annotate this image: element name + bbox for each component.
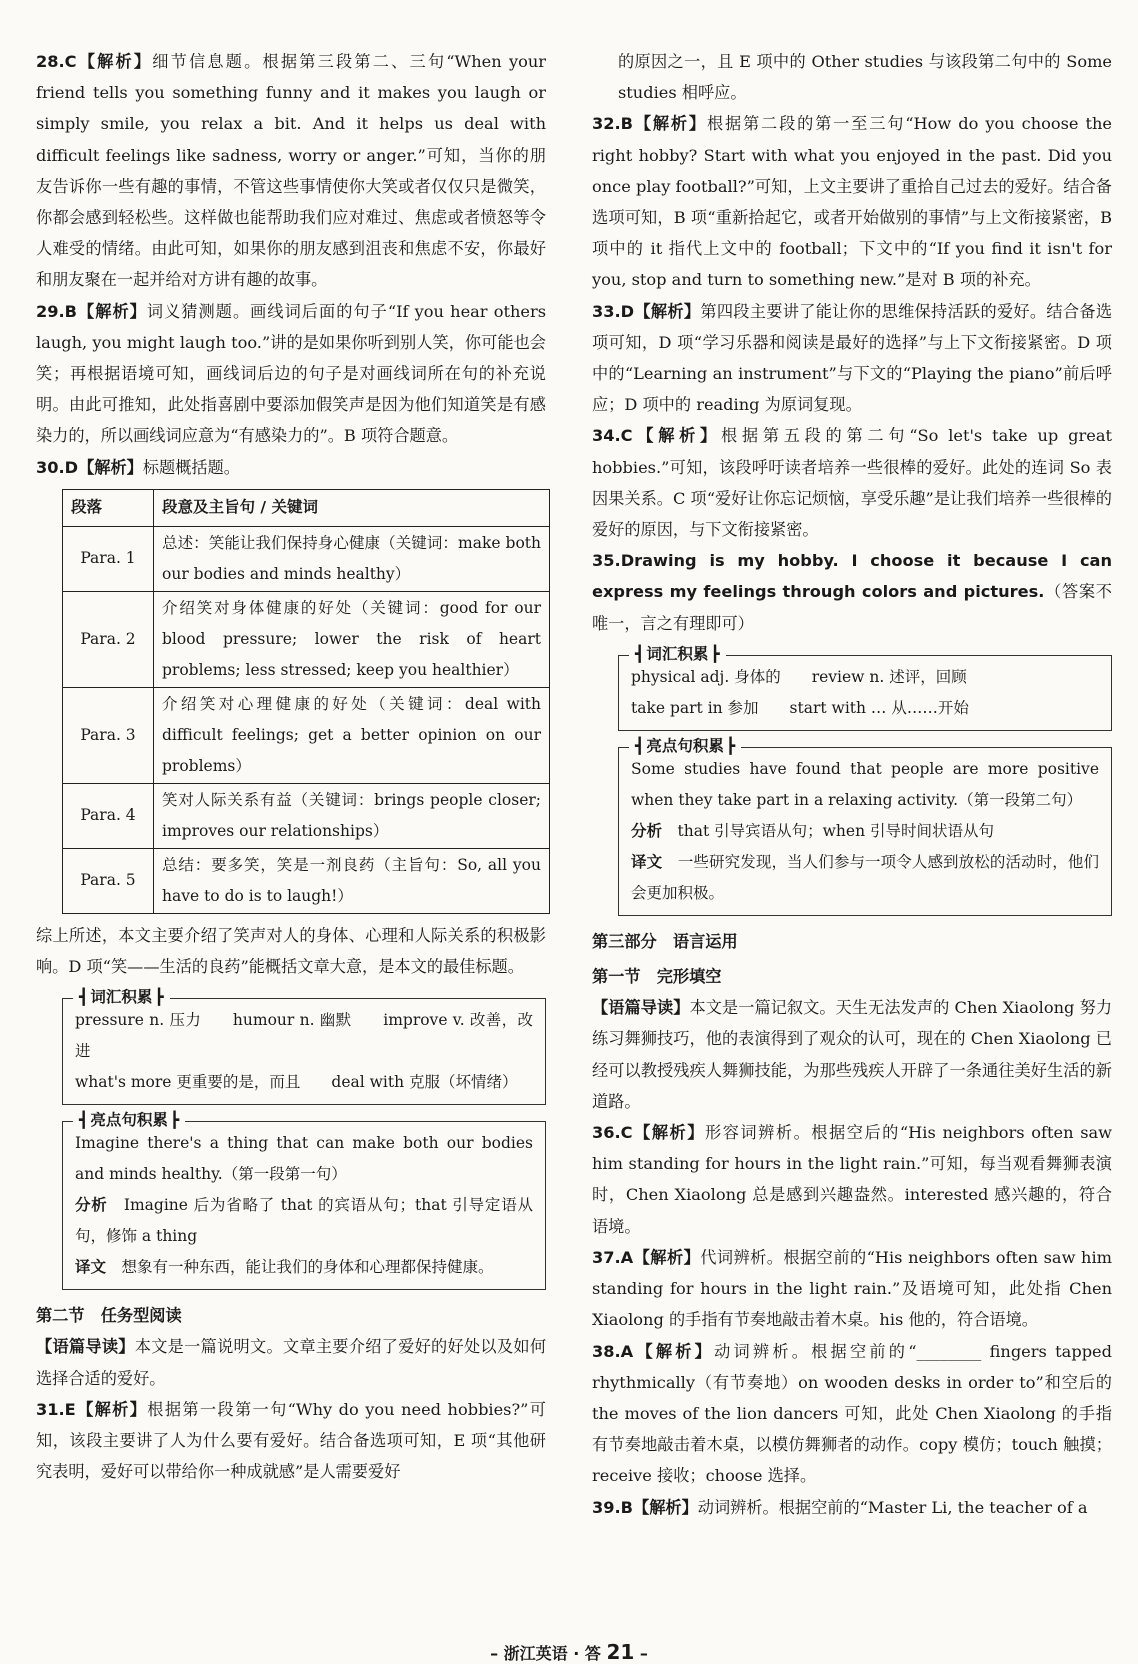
- table-row: [63, 783, 550, 848]
- analysis-text: that 引导宾语从句；when 引导时间状语从句: [677, 821, 994, 840]
- left-column: [36, 46, 546, 1487]
- vocab-line: what's more 更重要的是，而且 deal with 克服（坏情绪）: [75, 1073, 518, 1092]
- table-header-keywords: 段意及主旨句 / 关键词: [154, 489, 550, 526]
- q28: [36, 46, 546, 296]
- vocab-line: physical adj. 身体的 review n. 述评，回顾: [631, 667, 967, 686]
- q38: [592, 1336, 1112, 1492]
- guide-text: 本文是一篇说明文。文章主要介绍了爱好的好处以及如何选择合适的爱好。: [36, 1337, 547, 1388]
- q38-number: 38.A: [592, 1341, 634, 1361]
- q34-number: 34.C: [592, 426, 633, 446]
- q35: [592, 545, 1112, 639]
- q38-tag: 【解析】: [633, 1341, 715, 1361]
- q39: [592, 1492, 1112, 1523]
- analysis-label: 分析: [75, 1196, 108, 1215]
- table-cell-para: Para. 3: [63, 687, 154, 783]
- table-row: [63, 848, 550, 913]
- analysis-text: Imagine 后为省略了 that 的宾语从句；that 引导定语从句，修饰 a thing: [75, 1196, 533, 1246]
- q28-tag: 【解析】: [76, 52, 153, 71]
- q39-text: 动词辨析。根据空前的“Master Li, the teacher of a: [697, 1497, 1088, 1517]
- vocab-line: pressure n. 压力 humour n. 幽默 improve v. 改善，改进: [75, 1011, 533, 1061]
- q35-answer: Drawing is my hobby. I choose it because I can express my feelings through colors and pictures.: [592, 551, 1112, 602]
- q33-text: 第四段主要讲了能让你的思维保持活跃的爱好。结合备选项可知，D 项“学习乐器和阅读是最好的选择”与上下文衔接紧密。D 项中的“Learning an instrument”与下文的“Playing the piano”前后呼应；D 项中的 reading 为原词复现。: [592, 301, 1113, 415]
- table-row: [63, 526, 550, 591]
- highlight-box-left: [62, 1111, 546, 1290]
- analysis-label: 分析: [631, 821, 663, 840]
- right-column: [592, 46, 1112, 1523]
- q30-text: 标题概括题。: [142, 457, 240, 477]
- q38-text: 动词辨析。根据空前的“________ fingers tapped rhythmically（有节奏地）on wooden desks in order to”和空后的 the moves of the lion dancers 可知，此处 Chen Xiaolong 的手指有节奏地敲击着木桌，以模仿舞狮者的动作。copy 模仿；touch 触摸；receive 接收；choose 选择。: [592, 1341, 1112, 1486]
- part-heading: 第三部分 语言运用: [592, 931, 738, 951]
- q29-tag: 【解析】: [77, 301, 147, 321]
- highlight-analysis: [75, 1190, 533, 1252]
- highlight-box-title: ┫ 亮点句积累 ┣: [73, 1109, 185, 1131]
- vocab-box-right: [618, 644, 1112, 731]
- q37-number: 37.A: [592, 1247, 634, 1267]
- q31-continued: 的原因之一，且 E 项中的 Other studies 与该段第二句中的 Some studies 相呼应。: [618, 52, 1112, 103]
- section-heading: 第二节 任务型阅读: [36, 1306, 182, 1326]
- q39-number: 39.B: [592, 1497, 634, 1517]
- q30: [36, 452, 546, 483]
- section-heading: 第一节 完形填空: [592, 967, 722, 987]
- footer-suffix: –: [639, 1644, 648, 1663]
- q30-tag: 【解析】: [78, 457, 143, 477]
- table-row: [63, 591, 550, 687]
- translation-label: 译文: [631, 852, 663, 871]
- vocab-box-left: [62, 988, 546, 1105]
- table-header-row: [63, 489, 550, 526]
- highlight-translation: [631, 847, 1099, 909]
- table-cell-content: 笑对人际关系有益（关键词：brings people closer; improves our relationships）: [154, 783, 550, 848]
- highlight-sentence: Imagine there's a thing that can make both our bodies and minds healthy.（第一段第一句）: [75, 1134, 533, 1184]
- q35-number: 35.: [592, 551, 621, 571]
- q36: [592, 1117, 1112, 1242]
- q28-number: 28.C: [36, 52, 77, 71]
- q31-number: 31.E: [36, 1399, 76, 1419]
- q34: [592, 420, 1112, 545]
- vocab-box-title: ┫ 词汇积累 ┣: [629, 643, 726, 665]
- table-cell-para: Para. 5: [63, 848, 154, 913]
- footer-prefix: – 浙江英语 · 答: [490, 1644, 601, 1663]
- q32: [592, 108, 1112, 295]
- q29: [36, 296, 546, 452]
- q32-text: 根据第二段的第一至三句“How do you choose the right hobby? Start with what you enjoyed in the past. Did you once play football?”可知，上文主要讲了重拾自己过去的爱好。结合备选项可知，B 项“重新拾起它，或者开始做别的事情”与上文衔接紧密，B 项中的 it 指代上文中的 football；下文中的“If you find it isn't for you, stop and turn to something new.”是对 B 项的补充。: [592, 114, 1112, 290]
- vocab-line: take part in 参加 start with … 从……开始: [631, 698, 969, 717]
- q37-tag: 【解析】: [633, 1247, 701, 1267]
- q29-number: 29.B: [36, 301, 78, 321]
- q31-text: 根据第一段第一句“Why do you need hobbies?”可知，该段主要讲了人为什么要有爱好。结合备选项可知，E 项“其他研究表明，爱好可以带给你一种成就感”是人需要爱好: [36, 1399, 546, 1482]
- table-cell-content: 介绍笑对心理健康的好处（关键词：deal with difficult feelings; get a better opinion on our problems）: [154, 687, 550, 783]
- highlight-translation: [75, 1252, 533, 1283]
- q29-text: 词义猜测题。画线词后面的句子“If you hear others laugh, you might laugh too.”讲的是如果你听到别人笑，你可能也会笑；再根据语境可知，画线词后边的句子是对画线词所在句的补充说明。由此可推知，此处指喜剧中要添加假笑声是因为他们知道笑是有感染力的，所以画线词应意为“有感染力的”。B 项符合题意。: [36, 301, 547, 446]
- q36-text: 形容词辨析。根据空后的“His neighbors often saw him standing for hours in the light rain.”可知，每当观看舞狮表演时，Chen Xiaolong 总是感到兴趣盎然。interested 感兴趣的，符合语境。: [592, 1123, 1113, 1236]
- translation-text: 一些研究发现，当人们参与一项令人感到放松的活动时，他们会更加积极。: [631, 852, 1099, 902]
- q37: [592, 1242, 1112, 1336]
- page-footer: [0, 1640, 1138, 1664]
- table-cell-para: Para. 2: [63, 591, 154, 687]
- passage-guide: [592, 992, 1112, 1117]
- table-cell-content: 总述：笑能让我们保持身心健康（关键词：make both our bodies and minds healthy）: [154, 526, 550, 591]
- vocab-box-title: ┫ 词汇积累 ┣: [73, 986, 170, 1008]
- q32-tag: 【解析】: [633, 114, 707, 134]
- translation-text: 想象有一种东西，能让我们的身体和心理都保持健康。: [121, 1258, 494, 1277]
- q28-text: 细节信息题。根据第三段第二、三句“When your friend tells you something funny and it makes you laugh or simply smile, you relax a bit. And it helps us deal with difficult feelings like sadness, worry or anger.”可知，当你的朋友告诉你一些有趣的事情，不管这些事情使你大笑或者仅仅只是微笑，你都会感到轻松些。这样做也能帮助我们应对难过、焦虑或者愤怒等令人难受的情绪。由此可知，如果你的朋友感到沮丧和焦虑不安，你最好和朋友聚在一起并给对方讲有趣的故事。: [36, 52, 547, 290]
- q31: [36, 1394, 546, 1488]
- guide-text: 本文是一篇记叙文。天生无法发声的 Chen Xiaolong 努力练习舞狮技巧，他的表演得到了观众的认可，现在的 Chen Xiaolong 已经可以教授残疾人舞狮技能，为那些残疾人开辟了一条通往美好生活的新道路。: [592, 998, 1113, 1111]
- table-cell-para: Para. 4: [63, 783, 154, 848]
- table-cell-content: 总结：要多笑，笑是一剂良药（主旨句：So, all you have to do is to laugh!）: [154, 848, 550, 913]
- table-cell-para: Para. 1: [63, 526, 154, 591]
- q30-number: 30.D: [36, 457, 79, 477]
- q33-number: 33.D: [592, 301, 635, 321]
- highlight-box-title: ┫ 亮点句积累 ┣: [629, 735, 741, 757]
- table-cell-content: 介绍笑对身体健康的好处（关键词：good for our blood pressure; lower the risk of heart problems; less stressed; keep you healthier）: [154, 591, 550, 687]
- translation-label: 译文: [75, 1258, 107, 1277]
- q33: [592, 296, 1112, 421]
- highlight-analysis: [631, 816, 1099, 847]
- guide-tag: 【语篇导读】: [592, 998, 690, 1018]
- q31-tag: 【解析】: [75, 1399, 148, 1419]
- q36-tag: 【解析】: [632, 1123, 705, 1143]
- q39-tag: 【解析】: [633, 1497, 698, 1517]
- q37-text: 代词辨析。根据空前的“His neighbors often saw him standing for hours in the light rain.”及语境可知，此处指 Chen Xiaolong 的手指有节奏地敲击着木桌。his 他的，符合语境。: [592, 1247, 1112, 1330]
- page-number: 21: [606, 1640, 635, 1664]
- highlight-sentence: Some studies have found that people are more positive when they take part in a relaxing activity.（第一段第二句）: [631, 759, 1099, 809]
- q33-tag: 【解析】: [634, 301, 701, 321]
- q35-note: （答案不唯一，言之有理即可）: [592, 582, 1112, 633]
- q34-tag: 【解析】: [632, 426, 721, 446]
- q30-summary: 综上所述，本文主要介绍了笑声对人的身体、心理和人际关系的积极影响。D 项“笑——生活的良药”能概括文章大意，是本文的最佳标题。: [36, 925, 546, 977]
- guide-tag: 【语篇导读】: [36, 1337, 135, 1357]
- table-header-paragraph: 段落: [63, 489, 154, 526]
- q36-number: 36.C: [592, 1123, 633, 1143]
- q32-number: 32.B: [592, 114, 634, 134]
- passage-guide: [36, 1331, 546, 1393]
- highlight-box-right: [618, 736, 1112, 916]
- q34-text: 根据第五段的第二句“So let's take up great hobbies.”可知，该段呼吁读者培养一些很棒的爱好。此处的连词 So 表因果关系。C 项“爱好让你忘记烦恼，享受乐趣”是让我们培养一些很棒的爱好的原因，与下文衔接紧密。: [592, 426, 1113, 540]
- paragraph-summary-table: [62, 489, 550, 914]
- table-row: [63, 687, 550, 783]
